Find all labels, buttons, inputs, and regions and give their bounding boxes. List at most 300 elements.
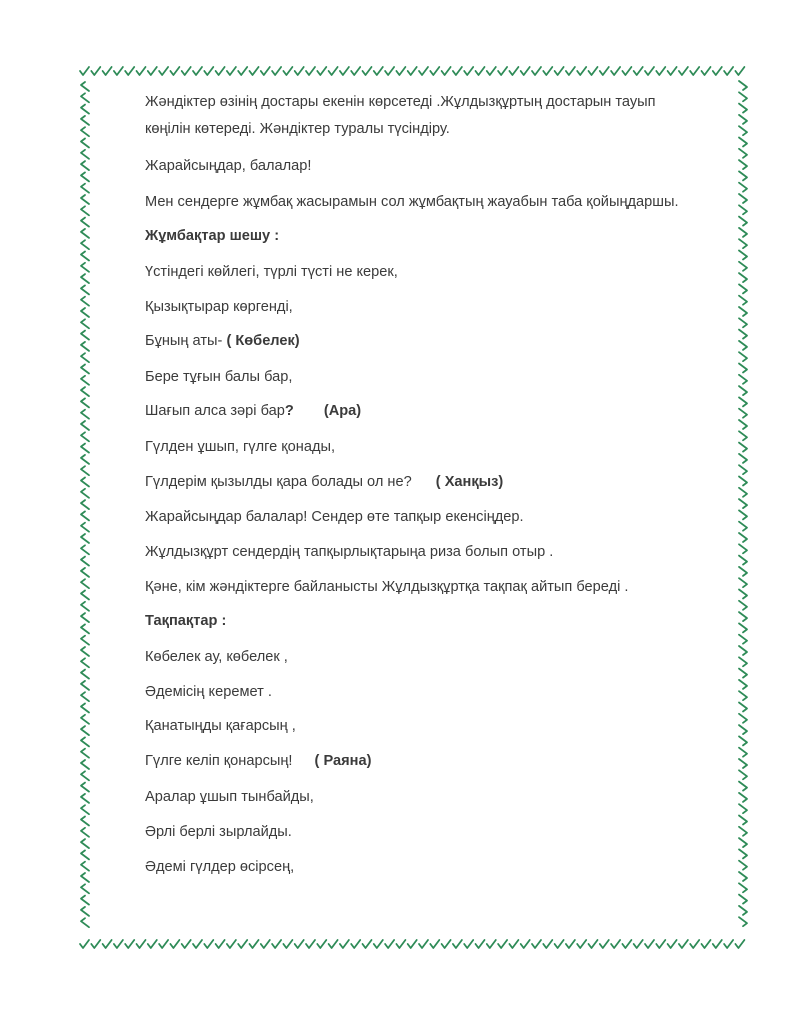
border-check-icon bbox=[81, 907, 89, 916]
border-check-icon bbox=[739, 352, 747, 361]
border-check-icon bbox=[543, 940, 552, 948]
intro-line-2: көңілін көтереді. Жәндіктер туралы түсіндіру. bbox=[145, 121, 450, 137]
border-check-icon bbox=[442, 940, 451, 948]
border-check-icon bbox=[227, 940, 236, 948]
border-check-icon bbox=[419, 940, 428, 948]
border-check-icon bbox=[81, 828, 89, 837]
border-check-icon bbox=[739, 92, 747, 101]
border-check-icon bbox=[81, 398, 89, 407]
border-check-icon bbox=[81, 884, 89, 893]
border-check-icon bbox=[739, 171, 747, 180]
border-check-icon bbox=[739, 296, 747, 305]
border-check-icon bbox=[739, 409, 747, 418]
border-check-icon bbox=[739, 646, 747, 655]
border-check-icon bbox=[739, 477, 747, 486]
border-check-icon bbox=[739, 510, 747, 519]
riddle-3-line-2 bbox=[145, 472, 503, 492]
border-check-icon bbox=[81, 240, 89, 249]
border-check-icon bbox=[91, 67, 100, 75]
border-check-icon bbox=[81, 127, 89, 136]
border-check-icon bbox=[509, 67, 518, 75]
border-check-icon bbox=[81, 737, 89, 746]
poem-1-line-1: Көбелек ау, көбелек , bbox=[145, 649, 288, 665]
border-check-icon bbox=[739, 228, 747, 237]
border-check-icon bbox=[634, 67, 643, 75]
border-check-icon bbox=[739, 725, 747, 734]
border-check-icon bbox=[498, 67, 507, 75]
border-check-icon bbox=[739, 736, 747, 745]
border-check-icon bbox=[81, 353, 89, 362]
border-check-icon bbox=[739, 499, 747, 508]
border-check-icon bbox=[408, 67, 417, 75]
border-check-icon bbox=[385, 67, 394, 75]
border-check-icon bbox=[739, 443, 747, 452]
border-check-icon bbox=[735, 67, 744, 75]
border-check-icon bbox=[182, 67, 191, 75]
border-check-icon bbox=[739, 205, 747, 214]
border-check-icon bbox=[81, 704, 89, 713]
border-check-icon bbox=[690, 940, 699, 948]
border-check-icon bbox=[442, 67, 451, 75]
border-check-icon bbox=[739, 307, 747, 316]
border-check-icon bbox=[739, 364, 747, 373]
border-check-icon bbox=[713, 67, 722, 75]
border-check-icon bbox=[81, 805, 89, 814]
border-check-icon bbox=[739, 748, 747, 757]
border-check-icon bbox=[340, 940, 349, 948]
border-check-icon bbox=[81, 229, 89, 238]
riddle-intro: Мен сендерге жұмбақ жасырамын сол жұмбақтың жауабын таба қойыңдаршы. bbox=[145, 194, 679, 210]
border-check-icon bbox=[238, 67, 247, 75]
border-check-icon bbox=[283, 67, 292, 75]
border-check-icon bbox=[464, 67, 473, 75]
poems-heading: Тақпақтар : bbox=[145, 613, 227, 629]
riddle-3-line-1: Гүлден ұшып, гүлге қонады, bbox=[145, 439, 336, 455]
border-check-icon bbox=[81, 873, 89, 882]
border-check-icon bbox=[250, 67, 259, 75]
border-check-icon bbox=[81, 252, 89, 261]
border-check-icon bbox=[80, 940, 89, 948]
border-check-icon bbox=[81, 658, 89, 667]
border-check-icon bbox=[81, 308, 89, 317]
border-check-icon bbox=[739, 341, 747, 350]
border-check-icon bbox=[739, 883, 747, 892]
border-check-icon bbox=[125, 67, 134, 75]
border-check-icon bbox=[81, 534, 89, 543]
border-check-icon bbox=[739, 759, 747, 768]
border-check-icon bbox=[81, 139, 89, 148]
border-check-icon bbox=[396, 67, 405, 75]
riddle-1-line-2: Қызықтырар көргенді, bbox=[145, 299, 293, 315]
border-check-icon bbox=[739, 703, 747, 712]
border-check-icon bbox=[739, 895, 747, 904]
border-check-icon bbox=[419, 67, 428, 75]
poem-2-line-3: Әдемі гүлдер өсірсең, bbox=[145, 859, 295, 875]
border-check-icon bbox=[739, 104, 747, 113]
border-check-icon bbox=[739, 804, 747, 813]
border-check-icon bbox=[81, 850, 89, 859]
riddle-1-question: Бұның аты- bbox=[145, 333, 223, 349]
border-check-icon bbox=[739, 386, 747, 395]
border-check-icon bbox=[81, 579, 89, 588]
riddle-2-line-2 bbox=[145, 401, 361, 421]
border-check-icon bbox=[81, 545, 89, 554]
border-check-icon bbox=[739, 691, 747, 700]
border-check-icon bbox=[351, 67, 360, 75]
border-check-icon bbox=[81, 331, 89, 340]
border-check-icon bbox=[317, 940, 326, 948]
riddle-1-line-1: Үстіндегі көйлегі, түрлі түсті не керек, bbox=[145, 264, 398, 280]
border-check-icon bbox=[114, 67, 123, 75]
border-check-icon bbox=[81, 896, 89, 905]
border-check-icon bbox=[396, 940, 405, 948]
border-check-icon bbox=[739, 714, 747, 723]
border-check-icon bbox=[739, 183, 747, 192]
poem-1-author: ( Раяна) bbox=[314, 753, 372, 769]
border-check-icon bbox=[464, 940, 473, 948]
border-check-icon bbox=[81, 218, 89, 227]
border-check-icon bbox=[81, 839, 89, 848]
border-check-icon bbox=[739, 330, 747, 339]
border-check-icon bbox=[739, 906, 747, 915]
border-check-icon bbox=[668, 67, 677, 75]
riddles-heading: Жұмбақтар шешу : bbox=[145, 228, 280, 244]
border-check-icon bbox=[739, 149, 747, 158]
border-check-icon bbox=[81, 455, 89, 464]
border-check-icon bbox=[81, 466, 89, 475]
border-check-icon bbox=[739, 115, 747, 124]
border-check-icon bbox=[739, 669, 747, 678]
border-check-icon bbox=[739, 770, 747, 779]
border-check-icon bbox=[739, 488, 747, 497]
border-check-icon bbox=[645, 940, 654, 948]
border-check-icon bbox=[622, 67, 631, 75]
border-check-icon bbox=[261, 67, 270, 75]
border-check-icon bbox=[739, 375, 747, 384]
border-check-icon bbox=[81, 613, 89, 622]
border-check-icon bbox=[216, 67, 225, 75]
border-check-icon bbox=[182, 940, 191, 948]
border-check-icon bbox=[589, 67, 598, 75]
border-check-icon bbox=[589, 940, 598, 948]
border-check-icon bbox=[125, 940, 134, 948]
border-check-icon bbox=[476, 67, 485, 75]
border-check-icon bbox=[739, 612, 747, 621]
poem-request-line: Қәне, кім жәндіктерге байланысты Жұлдызқұртқа тақпақ айтып береді . bbox=[145, 579, 629, 595]
border-check-icon bbox=[81, 568, 89, 577]
border-check-icon bbox=[81, 116, 89, 125]
border-check-icon bbox=[81, 624, 89, 633]
riddle-2-line-1: Бере тұғын балы бар, bbox=[145, 369, 293, 385]
caterpillar-line: Жұлдызқұрт сендердің тапқырлықтарыңа риза болып отыр . bbox=[145, 544, 554, 560]
border-check-icon bbox=[272, 67, 281, 75]
border-check-icon bbox=[193, 67, 202, 75]
border-check-icon bbox=[81, 692, 89, 701]
border-check-icon bbox=[739, 816, 747, 825]
border-check-icon bbox=[735, 940, 744, 948]
border-check-icon bbox=[739, 578, 747, 587]
border-check-icon bbox=[739, 635, 747, 644]
border-check-icon bbox=[702, 940, 711, 948]
poem-1-line-2: Әдемісің керемет . bbox=[145, 684, 272, 700]
border-check-icon bbox=[81, 636, 89, 645]
border-check-icon bbox=[114, 940, 123, 948]
border-check-icon bbox=[148, 940, 157, 948]
riddle-1-line-3 bbox=[145, 331, 300, 351]
border-check-icon bbox=[739, 533, 747, 542]
border-check-icon bbox=[306, 67, 315, 75]
border-check-icon bbox=[363, 67, 372, 75]
border-check-icon bbox=[739, 251, 747, 260]
border-check-icon bbox=[340, 67, 349, 75]
border-check-icon bbox=[81, 715, 89, 724]
border-check-icon bbox=[498, 940, 507, 948]
border-check-icon bbox=[487, 67, 496, 75]
border-check-icon bbox=[453, 67, 462, 75]
border-check-icon bbox=[272, 940, 281, 948]
border-check-icon bbox=[600, 67, 609, 75]
border-check-icon bbox=[739, 601, 747, 610]
border-check-icon bbox=[81, 783, 89, 792]
border-check-icon bbox=[81, 726, 89, 735]
border-check-icon bbox=[509, 940, 518, 948]
border-check-icon bbox=[453, 940, 462, 948]
border-check-icon bbox=[739, 680, 747, 689]
border-check-icon bbox=[81, 602, 89, 611]
border-check-icon bbox=[306, 940, 315, 948]
border-check-icon bbox=[81, 172, 89, 181]
border-check-icon bbox=[81, 342, 89, 351]
border-check-icon bbox=[81, 591, 89, 600]
border-check-icon bbox=[81, 523, 89, 532]
riddle-3-answer: ( Ханқыз) bbox=[435, 474, 504, 490]
border-check-icon bbox=[81, 421, 89, 430]
border-check-icon bbox=[739, 522, 747, 531]
border-check-icon bbox=[739, 623, 747, 632]
border-check-icon bbox=[81, 285, 89, 294]
border-check-icon bbox=[81, 410, 89, 419]
border-check-icon bbox=[283, 940, 292, 948]
border-check-icon bbox=[385, 940, 394, 948]
poem-2-line-2: Әрлі берлі зырлайды. bbox=[145, 824, 292, 840]
border-check-icon bbox=[81, 195, 89, 204]
border-check-icon bbox=[81, 365, 89, 374]
border-check-icon bbox=[261, 940, 270, 948]
border-check-icon bbox=[739, 861, 747, 870]
border-check-icon bbox=[566, 940, 575, 948]
border-check-icon bbox=[295, 67, 304, 75]
border-check-icon bbox=[81, 794, 89, 803]
border-check-icon bbox=[739, 262, 747, 271]
border-check-icon bbox=[487, 940, 496, 948]
border-check-icon bbox=[739, 657, 747, 666]
border-check-icon bbox=[81, 206, 89, 215]
border-check-icon bbox=[739, 556, 747, 565]
border-check-icon bbox=[430, 940, 439, 948]
border-check-icon bbox=[81, 862, 89, 871]
border-check-icon bbox=[329, 67, 338, 75]
border-check-icon bbox=[634, 940, 643, 948]
poem-1-text: Гүлге келіп қонарсың! bbox=[145, 753, 293, 769]
border-check-icon bbox=[645, 67, 654, 75]
border-check-icon bbox=[702, 67, 711, 75]
border-check-icon bbox=[81, 161, 89, 170]
border-check-icon bbox=[611, 67, 620, 75]
border-check-icon bbox=[81, 817, 89, 826]
poem-1-line-3: Қанатыңды қағарсың , bbox=[145, 718, 296, 734]
border-check-icon bbox=[81, 511, 89, 520]
riddle-3-question: Гүлдерім қызылды қара болады ол не? bbox=[145, 474, 412, 490]
border-check-icon bbox=[81, 82, 89, 91]
border-check-icon bbox=[81, 647, 89, 656]
border-check-icon bbox=[170, 67, 179, 75]
riddle-1-answer: ( Көбелек) bbox=[226, 333, 300, 349]
border-check-icon bbox=[81, 557, 89, 566]
border-check-icon bbox=[204, 67, 213, 75]
border-check-icon bbox=[739, 431, 747, 440]
border-check-icon bbox=[81, 319, 89, 328]
border-check-icon bbox=[81, 297, 89, 306]
border-check-icon bbox=[521, 940, 530, 948]
border-check-icon bbox=[668, 940, 677, 948]
border-check-icon bbox=[329, 940, 338, 948]
riddle-2-answer: (Ара) bbox=[323, 403, 362, 419]
border-check-icon bbox=[81, 670, 89, 679]
border-check-icon bbox=[656, 940, 665, 948]
border-check-icon bbox=[159, 940, 168, 948]
praise-line-2: Жарайсыңдар балалар! Сендер өте тапқыр екенсіңдер. bbox=[145, 509, 524, 525]
border-check-icon bbox=[295, 940, 304, 948]
border-check-icon bbox=[81, 150, 89, 159]
border-check-icon bbox=[216, 940, 225, 948]
border-check-icon bbox=[622, 940, 631, 948]
border-check-icon bbox=[555, 940, 564, 948]
border-check-icon bbox=[739, 454, 747, 463]
border-check-icon bbox=[739, 782, 747, 791]
border-check-icon bbox=[81, 93, 89, 102]
border-check-icon bbox=[250, 940, 259, 948]
border-check-icon bbox=[137, 940, 146, 948]
border-check-icon bbox=[739, 849, 747, 858]
border-check-icon bbox=[81, 681, 89, 690]
border-check-icon bbox=[555, 67, 564, 75]
border-check-icon bbox=[363, 940, 372, 948]
border-check-icon bbox=[81, 105, 89, 114]
border-check-icon bbox=[374, 940, 383, 948]
riddle-2-question: Шағып алса зәрі бар bbox=[145, 403, 285, 419]
border-check-icon bbox=[577, 67, 586, 75]
border-check-icon bbox=[739, 838, 747, 847]
border-check-icon bbox=[739, 318, 747, 327]
border-check-icon bbox=[430, 67, 439, 75]
border-check-icon bbox=[81, 478, 89, 487]
border-check-icon bbox=[739, 194, 747, 203]
border-check-icon bbox=[739, 567, 747, 576]
border-check-icon bbox=[724, 67, 733, 75]
border-check-icon bbox=[679, 940, 688, 948]
border-check-icon bbox=[679, 67, 688, 75]
border-check-icon bbox=[148, 67, 157, 75]
border-check-icon bbox=[739, 793, 747, 802]
border-check-icon bbox=[159, 67, 168, 75]
border-check-icon bbox=[81, 444, 89, 453]
border-check-icon bbox=[543, 67, 552, 75]
border-check-icon bbox=[103, 67, 112, 75]
border-check-icon bbox=[739, 217, 747, 226]
border-check-icon bbox=[739, 284, 747, 293]
border-check-icon bbox=[408, 940, 417, 948]
poem-2-line-1: Аралар ұшып тынбайды, bbox=[145, 789, 314, 805]
border-check-icon bbox=[81, 263, 89, 272]
border-check-icon bbox=[137, 67, 146, 75]
border-check-icon bbox=[532, 940, 541, 948]
border-check-icon bbox=[739, 544, 747, 553]
border-check-icon bbox=[739, 160, 747, 169]
border-check-icon bbox=[739, 917, 747, 926]
border-check-icon bbox=[600, 940, 609, 948]
border-check-icon bbox=[739, 273, 747, 282]
border-check-icon bbox=[739, 465, 747, 474]
border-check-icon bbox=[81, 489, 89, 498]
praise-line: Жарайсыңдар, балалар! bbox=[145, 158, 312, 174]
border-check-icon bbox=[521, 67, 530, 75]
border-check-icon bbox=[103, 940, 112, 948]
border-check-icon bbox=[739, 872, 747, 881]
border-check-icon bbox=[91, 940, 100, 948]
border-check-icon bbox=[81, 432, 89, 441]
border-check-icon bbox=[532, 67, 541, 75]
border-check-icon bbox=[204, 940, 213, 948]
border-check-icon bbox=[81, 184, 89, 193]
border-check-icon bbox=[690, 67, 699, 75]
border-check-icon bbox=[81, 500, 89, 509]
border-check-icon bbox=[351, 940, 360, 948]
border-check-icon bbox=[317, 67, 326, 75]
border-check-icon bbox=[577, 940, 586, 948]
border-check-icon bbox=[193, 940, 202, 948]
border-check-icon bbox=[611, 940, 620, 948]
border-check-icon bbox=[81, 760, 89, 769]
border-check-icon bbox=[374, 67, 383, 75]
border-check-icon bbox=[566, 67, 575, 75]
border-check-icon bbox=[739, 590, 747, 599]
intro-line-1: Жәндіктер өзінің достары екенін көрсетеді .Жұлдызқұртың достарын тауып bbox=[145, 94, 656, 110]
border-check-icon bbox=[656, 67, 665, 75]
border-check-icon bbox=[170, 940, 179, 948]
border-check-icon bbox=[739, 827, 747, 836]
border-check-icon bbox=[739, 397, 747, 406]
border-check-icon bbox=[739, 138, 747, 147]
border-check-icon bbox=[739, 239, 747, 248]
riddle-2-question-mark: ? bbox=[284, 403, 294, 419]
border-check-icon bbox=[238, 940, 247, 948]
poem-1-line-4 bbox=[145, 751, 371, 771]
border-check-icon bbox=[81, 387, 89, 396]
border-check-icon bbox=[81, 749, 89, 758]
border-check-icon bbox=[80, 67, 89, 75]
border-check-icon bbox=[81, 274, 89, 283]
border-check-icon bbox=[713, 940, 722, 948]
border-check-icon bbox=[227, 67, 236, 75]
border-check-icon bbox=[81, 771, 89, 780]
border-check-icon bbox=[739, 420, 747, 429]
border-check-icon bbox=[739, 81, 747, 90]
border-check-icon bbox=[81, 918, 89, 927]
border-check-icon bbox=[476, 940, 485, 948]
border-check-icon bbox=[81, 376, 89, 385]
border-check-icon bbox=[739, 126, 747, 135]
border-check-icon bbox=[724, 940, 733, 948]
